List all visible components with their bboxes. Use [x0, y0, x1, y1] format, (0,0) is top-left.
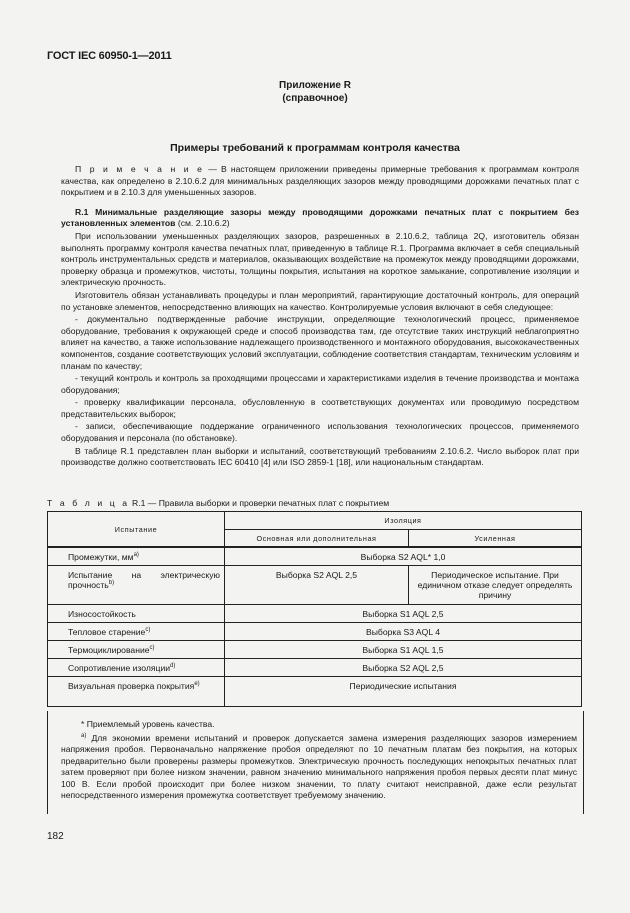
- table-row: [48, 659, 582, 677]
- row-name: Тепловое старение$^{c)}$: [48, 623, 225, 641]
- annex-title: Приложение R: [279, 80, 351, 91]
- row-name: Испытание на электрическую прочность$^{b)}$: [48, 566, 225, 605]
- table-row: [48, 605, 582, 623]
- table-caption-text: R.1 — Правила выборки и проверки печатных плат с покрытием: [129, 498, 390, 508]
- table-caption-label: Т а б л и ц а: [47, 498, 130, 508]
- row-value: Выборка S1 AQL 2,5: [225, 605, 582, 623]
- header-basic: Основная или дополнительная: [225, 530, 409, 548]
- table-row: [48, 566, 582, 605]
- list-item: - текущий контроль и контроль за проходящими процессами и характеристиками изделия в течение производства и монтажа оборудования;: [61, 373, 579, 395]
- footnote-a: $^{a)}$ Для экономии времени испытаний и проверок допускается замена измерения разделяющих зазоров измерением напряжения пробоя. Первоначально напряжение пробоя определяют по 10 печатным платам без покрытия, на которых предварительно были проверены размеры промежутков. Электрическую прочность последующих непокрытых печатных плат затем проверяют при более низком значении, равном значению минимального напряжения пробоя первых десяти плат минус 100 В. Если пробой происходит при более низком значении, то плату считают неисправной, даже если результат непосредственного измерения промежутка соответствует требуемому значению.: [61, 732, 577, 801]
- row-name: Износостойкость: [48, 605, 225, 623]
- row-value-reinforced: Периодическое испытание. При единичном отказе следует определять причину: [409, 566, 582, 605]
- table-row: [48, 623, 582, 641]
- page-number: 182: [47, 831, 64, 842]
- r1-heading-text: R.1 Минимальные разделяющие зазоры между проводящими дорожками печатных плат с покрытием без установленных элементов: [61, 206, 579, 229]
- header-test: Испытание: [48, 512, 225, 548]
- row-value: Выборка S2 AQL* 1,0: [225, 547, 582, 566]
- table-caption: [47, 498, 389, 508]
- standard-designation: ГОСТ IEC 60950-1—2011: [47, 50, 172, 62]
- paragraph: Изготовитель обязан устанавливать процедуры и план мероприятий, гарантирующие достаточный контроль, для операций по установке элементов, непосредственно влияющих на качество. Контролируемые условия включают в себя следующее:: [61, 289, 579, 312]
- row-value: Периодические испытания: [225, 677, 582, 707]
- row-value: Выборка S3 AQL 4: [225, 623, 582, 641]
- sampling-table: [47, 511, 582, 707]
- r1-heading: [61, 207, 579, 230]
- paragraph: В таблице R.1 представлен план выборки и испытаний, соответствующий требованиям 2.10.6.2. Число выборок плат при производстве должно соответствовать IEC 60410 [4] или ISO 2859-1 [18], или национальным стандартам.: [61, 445, 579, 468]
- header-insulation: Изоляция: [225, 512, 582, 530]
- row-name: Термоциклирование$^{c)}$: [48, 641, 225, 659]
- paragraph: При использовании уменьшенных разделяющих зазоров, разрешенных в 2.10.6.2, таблица 2Q, изготовитель обязан выполнять программу контроля качества печатных плат, приведенную в таблице R.1. Программа включает в себя специальный контроль инструментальных средств и материалов, оказывающих воздействие на промежуток между проводящими дорожками, проверку образца и промежутков, чистоты, толщины покрытия, испытания на короткое замыкание, сопротивление изоляции и электрическую прочность.: [61, 230, 579, 288]
- footnote-star: * Приемлемый уровень качества.: [81, 719, 215, 729]
- body-text: [61, 164, 579, 470]
- table-row: [48, 547, 582, 566]
- row-value: Выборка S1 AQL 1,5: [225, 641, 582, 659]
- r1-heading-ref: (см. 2.10.6.2): [175, 218, 230, 229]
- note-paragraph: [61, 164, 579, 199]
- row-value-basic: Выборка S2 AQL 2,5: [225, 566, 409, 605]
- note-label: П р и м е ч а н и е: [75, 164, 205, 174]
- row-name: Сопротивление изоляции$^{d)}$: [48, 659, 225, 677]
- section-title: Примеры требований к программам контроля качества: [170, 142, 460, 154]
- row-name: Визуальная проверка покрытия$^{e)}$: [48, 677, 225, 707]
- table-row: [48, 641, 582, 659]
- table-footnotes: [61, 719, 577, 802]
- list-item: - документально подтвержденные рабочие инструкции, определяющие технологический процесс, применяемое оборудование, требования к окружающей среде и способ производства там, где отсутствие таких инструкций неблагоприятно влияет на качество, а также использование надлежащего производственного и монтажного оборудования, высококачественных компонентов, создание соответствующих условий эксплуатации, соблюдение соответствия стандартам, техническим условиям и планам по качеству;: [61, 314, 579, 371]
- annex-subtitle: (справочное): [282, 93, 348, 104]
- header-reinforced: Усиленная: [409, 530, 582, 548]
- note-text: — В настоящем приложении приведены примерные требования к программам контроля качества, как определено в 2.10.6.2 для минимальных разделяющих зазоров между проводящими дорожками печатных плат с покрытием и в 2.10.3 для уменьшенных зазоров.: [61, 164, 579, 198]
- row-value: Выборка S2 AQL 2,5: [225, 659, 582, 677]
- table-row: [48, 677, 582, 707]
- list-item: - проверку квалификации персонала, обусловленную в соответствующих документах или проводимую посредством представительских выборок;: [61, 397, 579, 419]
- row-name: Промежутки, $мм^{a)}$: [48, 547, 225, 566]
- list-item: - записи, обеспечивающие поддержание ограниченного использования технологических процессов, применяемого оборудования и персонала (по обстановке).: [61, 421, 579, 444]
